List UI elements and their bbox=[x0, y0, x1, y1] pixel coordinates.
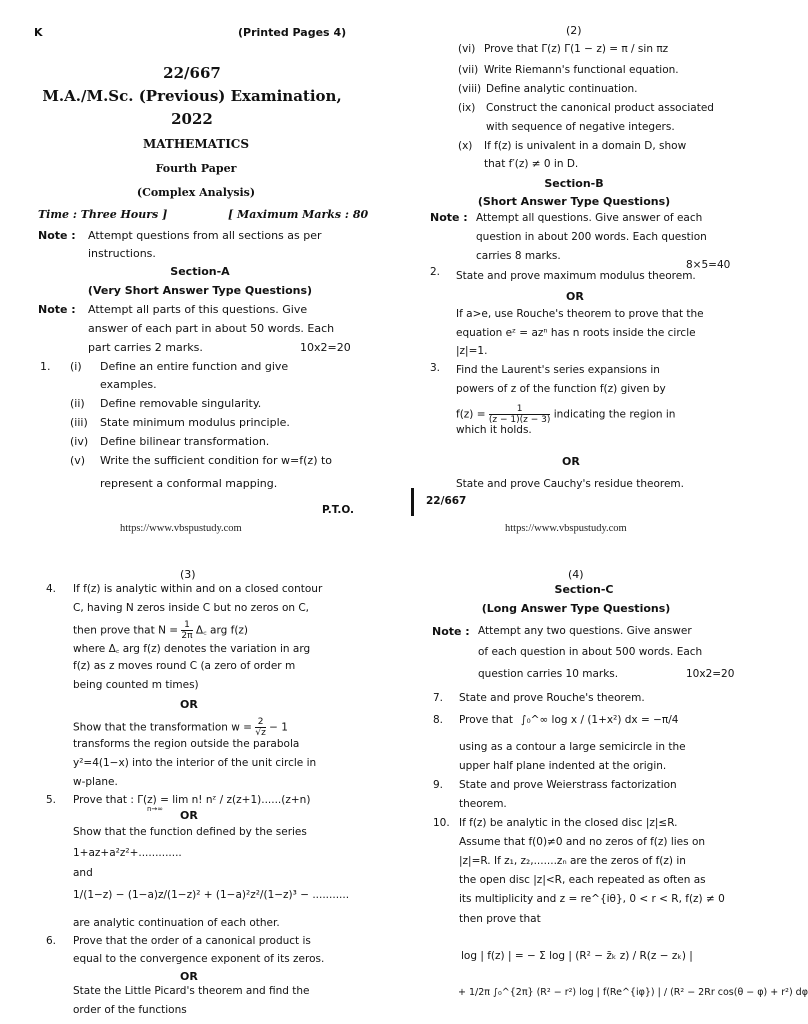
footer-code: 22/667 bbox=[426, 495, 467, 507]
part-text-cont: represent a conformal mapping. bbox=[100, 477, 278, 490]
note2-line-1: Attempt all parts of this questions. Give bbox=[88, 303, 308, 316]
item-text: Construct the canonical product associated bbox=[486, 102, 714, 114]
page-2 bbox=[384, 0, 768, 512]
fraction-top: 1 bbox=[181, 620, 192, 631]
or-divider: OR bbox=[180, 698, 198, 711]
fraction-top: 1 bbox=[489, 404, 550, 415]
question-10-equation-2: + 1/2π ∫₀^{2π} (R² − r²) log | f(Re^{iφ}) | / (R² − 2Rr cos(θ − φ) + r²) dφ bbox=[458, 987, 808, 998]
item-text-cont: with sequence of negative integers. bbox=[486, 121, 675, 133]
note-line-3: question carries 10 marks. bbox=[478, 668, 619, 680]
question-8-number: 8. bbox=[433, 714, 444, 726]
question-10-line-3: |z|=R. If z₁, z₂,.......zₙ are the zeros of f(z) in bbox=[459, 855, 686, 867]
fraction bbox=[489, 404, 550, 425]
fraction bbox=[181, 620, 192, 641]
section-b-heading: Section-B bbox=[544, 177, 604, 190]
question-7-number: 7. bbox=[433, 692, 444, 704]
question-10-line-6: then prove that bbox=[459, 913, 541, 925]
note-marks: 8×5=40 bbox=[686, 259, 731, 271]
question-4-line-3 bbox=[73, 620, 248, 641]
page-3 bbox=[0, 512, 384, 1024]
page-number: (3) bbox=[180, 568, 196, 581]
note-line-1: Attempt questions from all sections as per bbox=[88, 229, 322, 242]
question-4-line-2: C, having N zeros inside C but no zeros on C, bbox=[73, 602, 310, 614]
question-4-line-5: f(z) as z moves round C (a zero of order m bbox=[73, 660, 296, 672]
question-3-line-3 bbox=[456, 404, 675, 425]
time-allowed: Time : Three Hours ] bbox=[38, 208, 168, 221]
note2-line-3: part carries 2 marks. bbox=[88, 341, 203, 354]
question-6b-line-2: order of the functions bbox=[73, 1004, 187, 1016]
note-line-2: of each question in about 500 words. Each bbox=[478, 646, 703, 658]
question-4-line-6: being counted m times) bbox=[73, 679, 199, 691]
subject: MATHEMATICS bbox=[142, 137, 250, 151]
question-5b-line-2: 1+az+a²z²+............. bbox=[73, 847, 182, 859]
question-10-line-1: If f(z) be analytic in the closed disc |z|≤R. bbox=[459, 817, 678, 829]
question-9-line-2: theorem. bbox=[459, 798, 507, 810]
question-3-line-2: powers of z of the function f(z) given by bbox=[456, 383, 666, 395]
or-divider: OR bbox=[562, 455, 580, 468]
or-divider: OR bbox=[180, 970, 198, 983]
paper-code: 22/667 bbox=[163, 64, 221, 82]
footer-url-2[interactable]: https://www.vbspustudy.com bbox=[505, 523, 627, 534]
part-number: (i) bbox=[70, 360, 82, 373]
question-10-number: 10. bbox=[433, 817, 450, 829]
corner-mark: K bbox=[34, 26, 43, 39]
question-4b-line-1 bbox=[73, 717, 288, 738]
question-3-line-4: which it holds. bbox=[456, 424, 532, 436]
page-4 bbox=[384, 512, 808, 1024]
footer-url-1[interactable]: https://www.vbspustudy.com bbox=[120, 523, 242, 534]
region-text: indicating the region in bbox=[553, 408, 676, 421]
question-10-line-2: Assume that f(0)≠0 and no zeros of f(z) lies on bbox=[459, 836, 706, 848]
arg-variation: Δ꜀ arg f(z) bbox=[195, 624, 249, 637]
question-7-text: State and prove Rouche's theorem. bbox=[459, 692, 645, 704]
question-1-number: 1. bbox=[40, 360, 51, 373]
question-4b-line-3: y²=4(1−x) into the interior of the unit circle in bbox=[73, 757, 317, 769]
fraction-bottom: (z − 1)(z − 3) bbox=[488, 415, 551, 425]
question-8-line-2: using as a contour a large semicircle in the bbox=[459, 741, 686, 753]
question-8-label: Prove that bbox=[459, 714, 513, 726]
question-2-text: State and prove maximum modulus theorem. bbox=[456, 270, 696, 282]
or-divider: OR bbox=[180, 809, 198, 822]
fz-label: f(z) = bbox=[456, 408, 486, 421]
part-text: Write the sufficient condition for w=f(z) to bbox=[100, 454, 333, 467]
item-text-cont: that f′(z) ≠ 0 in D. bbox=[484, 158, 579, 170]
question-4b-line-4: w-plane. bbox=[73, 776, 118, 788]
note-label: Note : bbox=[430, 211, 468, 224]
note2-label: Note : bbox=[38, 303, 76, 316]
item-text: Define analytic continuation. bbox=[486, 83, 638, 95]
minus-one: − 1 bbox=[269, 721, 288, 734]
item-text: Write Riemann's functional equation. bbox=[484, 64, 679, 76]
transformation-text: Show that the transformation w = bbox=[73, 721, 252, 734]
question-4-line-1: If f(z) is analytic within and on a closed contour bbox=[73, 583, 323, 595]
question-9-number: 9. bbox=[433, 779, 444, 791]
question-5-number: 5. bbox=[46, 794, 57, 806]
part-text: State minimum modulus principle. bbox=[100, 416, 290, 429]
part-text: Define an entire function and give bbox=[100, 360, 289, 373]
question-4b-line-2: transforms the region outside the parabola bbox=[73, 738, 300, 750]
question-10-line-4: the open disc |z|<R, each repeated as often as bbox=[459, 874, 706, 886]
question-9-line-1: State and prove Weierstrass factorization bbox=[459, 779, 677, 791]
note-line-1: Attempt any two questions. Give answer bbox=[478, 625, 692, 637]
part-number: (iii) bbox=[70, 416, 88, 429]
question-6-number: 6. bbox=[46, 935, 57, 947]
section-b-subheading: (Short Answer Type Questions) bbox=[477, 195, 671, 208]
question-8-integral: ∫₀^∞ log x / (1+x²) dx = −π/4 bbox=[521, 714, 679, 726]
note-label: Note : bbox=[38, 229, 76, 242]
question-5b-and: and bbox=[73, 867, 93, 879]
section-c-subheading: (Long Answer Type Questions) bbox=[481, 602, 671, 615]
fraction bbox=[255, 717, 265, 738]
question-5b-line-1: Show that the function defined by the series bbox=[73, 826, 307, 838]
note-marks: 10x2=20 bbox=[686, 668, 735, 680]
question-10-line-5: its multiplicity and z = re^{iθ}, 0 < r < R, f(z) ≠ 0 bbox=[459, 893, 725, 905]
paper-topic: (Complex Analysis) bbox=[136, 186, 256, 199]
pto: P.T.O. bbox=[322, 504, 354, 516]
note-line-2: instructions. bbox=[88, 247, 156, 260]
item-number: (vi) bbox=[458, 43, 476, 55]
note-line-1: Attempt all questions. Give answer of each bbox=[476, 212, 703, 224]
section-a-subheading: (Very Short Answer Type Questions) bbox=[87, 284, 313, 297]
question-6-line-1: Prove that the order of a canonical product is bbox=[73, 935, 311, 947]
note2-marks: 10x2=20 bbox=[300, 341, 351, 354]
question-5b-line-4: are analytic continuation of each other. bbox=[73, 917, 280, 929]
question-3-line-1: Find the Laurent's series expansions in bbox=[456, 364, 660, 376]
fraction-top: 2 bbox=[255, 717, 265, 728]
note-label: Note : bbox=[432, 625, 470, 638]
part-text: Define removable singularity. bbox=[100, 397, 262, 410]
or-divider: OR bbox=[566, 290, 584, 303]
question-2b-line-3: |z|=1. bbox=[456, 345, 488, 357]
question-2b-line-2: equation eᶻ = azⁿ has n roots inside the circle bbox=[456, 327, 696, 339]
section-a-heading: Section-A bbox=[170, 265, 230, 278]
page-1 bbox=[0, 0, 384, 516]
question-10-equation-1: log | f(z) | = − Σ log | (R² − z̄ₖ z) / R(z − zₖ) | bbox=[461, 950, 693, 962]
note2-line-2: answer of each part in about 50 words. Each bbox=[88, 322, 335, 335]
question-3-number: 3. bbox=[430, 362, 441, 374]
fraction-bottom: 2π bbox=[181, 631, 193, 641]
item-number: (ix) bbox=[458, 102, 476, 114]
question-4-line-4: where Δ꜀ arg f(z) denotes the variation in arg bbox=[73, 643, 311, 655]
part-number: (ii) bbox=[70, 397, 85, 410]
note-line-3: carries 8 marks. bbox=[476, 250, 561, 262]
question-5-text: Prove that : Γ(z) = lim n! nᶻ / z(z+1)......(z+n) bbox=[73, 794, 311, 806]
note-line-2: question in about 200 words. Each question bbox=[476, 231, 707, 243]
limit-subscript: n→∞ bbox=[147, 805, 164, 813]
part-text-cont: examples. bbox=[100, 378, 157, 391]
section-c-heading: Section-C bbox=[554, 583, 614, 596]
printed-pages: (Printed Pages 4) bbox=[238, 26, 347, 39]
question-6b-line-1: State the Little Picard's theorem and find the bbox=[73, 985, 310, 997]
question-3b-text: State and prove Cauchy's residue theorem. bbox=[456, 478, 684, 490]
question-2b-line-1: If a>e, use Rouche's theorem to prove that the bbox=[456, 308, 704, 320]
exam-year: 2022 bbox=[171, 110, 213, 128]
item-number: (x) bbox=[458, 140, 473, 152]
question-8-line-3: upper half plane indented at the origin. bbox=[459, 760, 667, 772]
item-number: (vii) bbox=[458, 64, 479, 76]
item-number: (viii) bbox=[458, 83, 482, 95]
fraction-bottom: √z bbox=[255, 728, 266, 738]
part-number: (iv) bbox=[70, 435, 89, 448]
part-number: (v) bbox=[70, 454, 86, 467]
maximum-marks: [ Maximum Marks : 80 bbox=[228, 208, 369, 221]
question-4-number: 4. bbox=[46, 583, 57, 595]
page-number: (4) bbox=[568, 568, 584, 581]
item-text: If f(z) is univalent in a domain D, show bbox=[484, 140, 687, 152]
question-2-number: 2. bbox=[430, 266, 441, 278]
question-6-line-2: equal to the convergence exponent of its zeros. bbox=[73, 953, 325, 965]
question-5b-series: 1/(1−z) − (1−a)z/(1−z)² + (1−a)²z²/(1−z)³ − ........... bbox=[73, 889, 350, 901]
paper-number: Fourth Paper bbox=[155, 162, 237, 175]
item-text: Prove that Γ(z) Γ(1 − z) = π / sin πz bbox=[484, 43, 669, 55]
part-text: Define bilinear transformation. bbox=[100, 435, 270, 448]
page-number: (2) bbox=[566, 24, 582, 37]
exam-title: M.A./M.Sc. (Previous) Examination, bbox=[42, 87, 342, 105]
n-equation: then prove that N = bbox=[73, 624, 179, 637]
